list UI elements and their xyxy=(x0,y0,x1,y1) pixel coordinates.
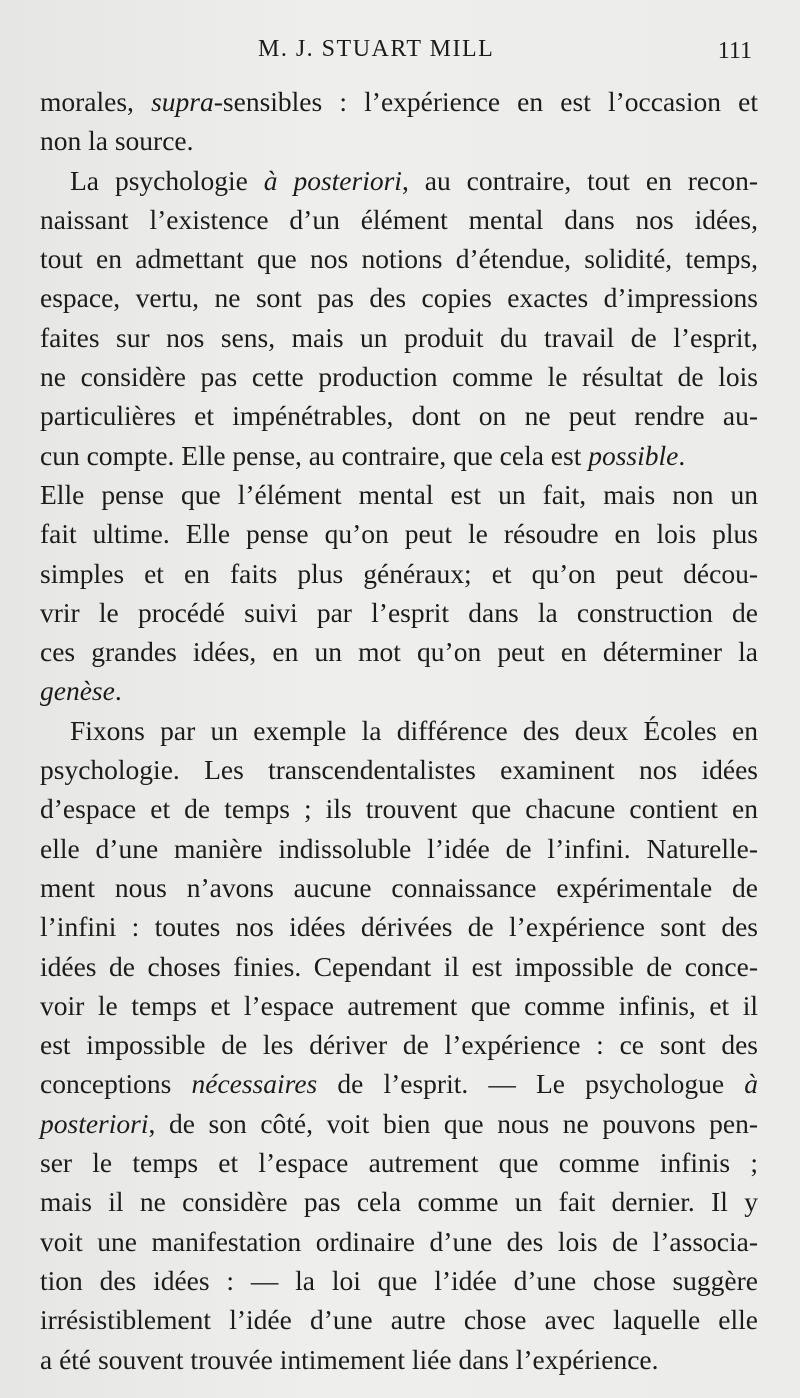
text-line xyxy=(40,1340,758,1379)
text-line xyxy=(40,161,758,200)
text-run: simples et en faits plus généraux; et qu’on peut décou- xyxy=(40,557,758,589)
italic-run: possible xyxy=(588,439,679,471)
text-run: ser le temps et l’espace autrement que comme infinis ; xyxy=(40,1147,758,1179)
text-line xyxy=(40,396,758,435)
text-line xyxy=(40,121,758,160)
text-run: mais il ne considère pas cela comme un fait dernier. Il y xyxy=(40,1186,758,1218)
italic-run: supra xyxy=(151,86,214,117)
text-line xyxy=(40,475,758,514)
text-run: de l’esprit. — Le psychologue xyxy=(317,1068,745,1100)
text-run: d’espace et de temps ; ils trouvent que chacune contient en xyxy=(40,793,758,825)
text-line xyxy=(40,357,758,396)
body-text xyxy=(40,82,758,1379)
text-run: ment nous n’avons aucune connaissance expérimentale de xyxy=(40,871,758,903)
page-header xyxy=(0,36,800,72)
italic-run: posteriori xyxy=(40,1107,149,1139)
text-run: . xyxy=(678,439,686,471)
text-line xyxy=(40,1104,758,1143)
text-run: Fixons par un exemple la différence des deux Écoles en xyxy=(70,714,758,746)
text-line xyxy=(40,868,758,907)
text-run: ces grandes idées, en un mot qu’on peut en déterminer la xyxy=(40,636,758,668)
text-run: elle d’une manière indissoluble l’idée de l’infini. Naturelle- xyxy=(40,832,758,864)
text-run: La psychologie xyxy=(70,164,264,196)
text-line xyxy=(40,947,758,986)
text-line xyxy=(40,514,758,553)
text-line xyxy=(40,1025,758,1064)
italic-run: genèse xyxy=(40,675,115,707)
text-line xyxy=(40,1261,758,1300)
text-line xyxy=(40,554,758,593)
text-run: espace, vertu, ne sont pas des copies exactes d’impressions xyxy=(40,282,758,314)
text-run: idées de choses finies. Cependant il est impossible de conce- xyxy=(40,950,758,982)
text-line xyxy=(40,82,758,121)
text-line xyxy=(40,907,758,946)
text-run: fait ultime. Elle pense qu’on peut le résoudre en lois plus xyxy=(40,518,758,550)
text-line xyxy=(40,829,758,868)
text-run: ne considère pas cette production comme le résultat de lois xyxy=(40,361,758,393)
text-line xyxy=(40,750,758,789)
text-run: particulières et impénétrables, dont on ne peut rendre au- xyxy=(40,400,758,432)
text-line xyxy=(40,436,758,475)
text-run: morales, xyxy=(40,86,152,117)
text-run: conceptions xyxy=(40,1068,192,1100)
text-run: vrir le procédé suivi par l’esprit dans la construction de xyxy=(40,596,758,628)
page-number: 111 xyxy=(717,38,752,64)
text-line xyxy=(40,789,758,828)
italic-run: à xyxy=(744,1068,758,1100)
text-line xyxy=(40,632,758,671)
text-run: Elle pense que l’élément mental est un fait, mais non un xyxy=(40,478,758,510)
text-run: est impossible de les dériver de l’expérience : ce sont des xyxy=(40,1029,758,1061)
italic-run: à posteriori xyxy=(263,164,402,196)
text-line xyxy=(40,200,758,239)
text-line xyxy=(40,1182,758,1221)
text-run: irrésistiblement l’idée d’une autre chose avec laquelle elle xyxy=(40,1304,758,1336)
text-line xyxy=(40,1300,758,1339)
text-run: voir le temps et l’espace autrement que comme infinis, et il xyxy=(40,989,758,1021)
text-run: voit une manifestation ordinaire d’une des lois de l’associa- xyxy=(40,1225,758,1257)
text-run: faites sur nos sens, mais un produit du travail de l’esprit, xyxy=(40,321,758,353)
text-line xyxy=(40,711,758,750)
text-run: , au contraire, tout en recon- xyxy=(401,164,758,196)
italic-run: nécessaires xyxy=(191,1068,318,1100)
text-run: l’infini : toutes nos idées dérivées de l’expérience sont des xyxy=(40,911,758,943)
text-line xyxy=(40,986,758,1025)
text-line xyxy=(40,278,758,317)
text-run: . xyxy=(114,675,122,707)
text-line xyxy=(40,593,758,632)
text-line xyxy=(40,1064,758,1103)
text-line xyxy=(40,318,758,357)
text-run: naissant l’existence d’un élément mental dans nos idées, xyxy=(40,203,758,235)
text-run: cun compte. Elle pense, au contraire, que cela est xyxy=(40,439,589,471)
text-run: tout en admettant que nos notions d’étendue, solidité, temps, xyxy=(40,243,758,275)
text-line xyxy=(40,1143,758,1182)
running-head: M. J. STUART MILL xyxy=(258,36,495,62)
text-run: non la source. xyxy=(40,125,194,157)
text-line xyxy=(40,1222,758,1261)
text-run: tion des idées : — la loi que l’idée d’une chose suggère xyxy=(40,1264,758,1296)
text-line xyxy=(40,671,758,710)
text-run: a été souvent trouvée intimement liée dans l’expérience. xyxy=(40,1343,659,1375)
text-line xyxy=(40,239,758,278)
text-run: -sensibles : l’expérience en est l’occasion et xyxy=(213,86,758,117)
text-run: psychologie. Les transcendentalistes examinent nos idées xyxy=(40,754,758,786)
text-run: , de son côté, voit bien que nous ne pouvons pen- xyxy=(148,1107,758,1139)
